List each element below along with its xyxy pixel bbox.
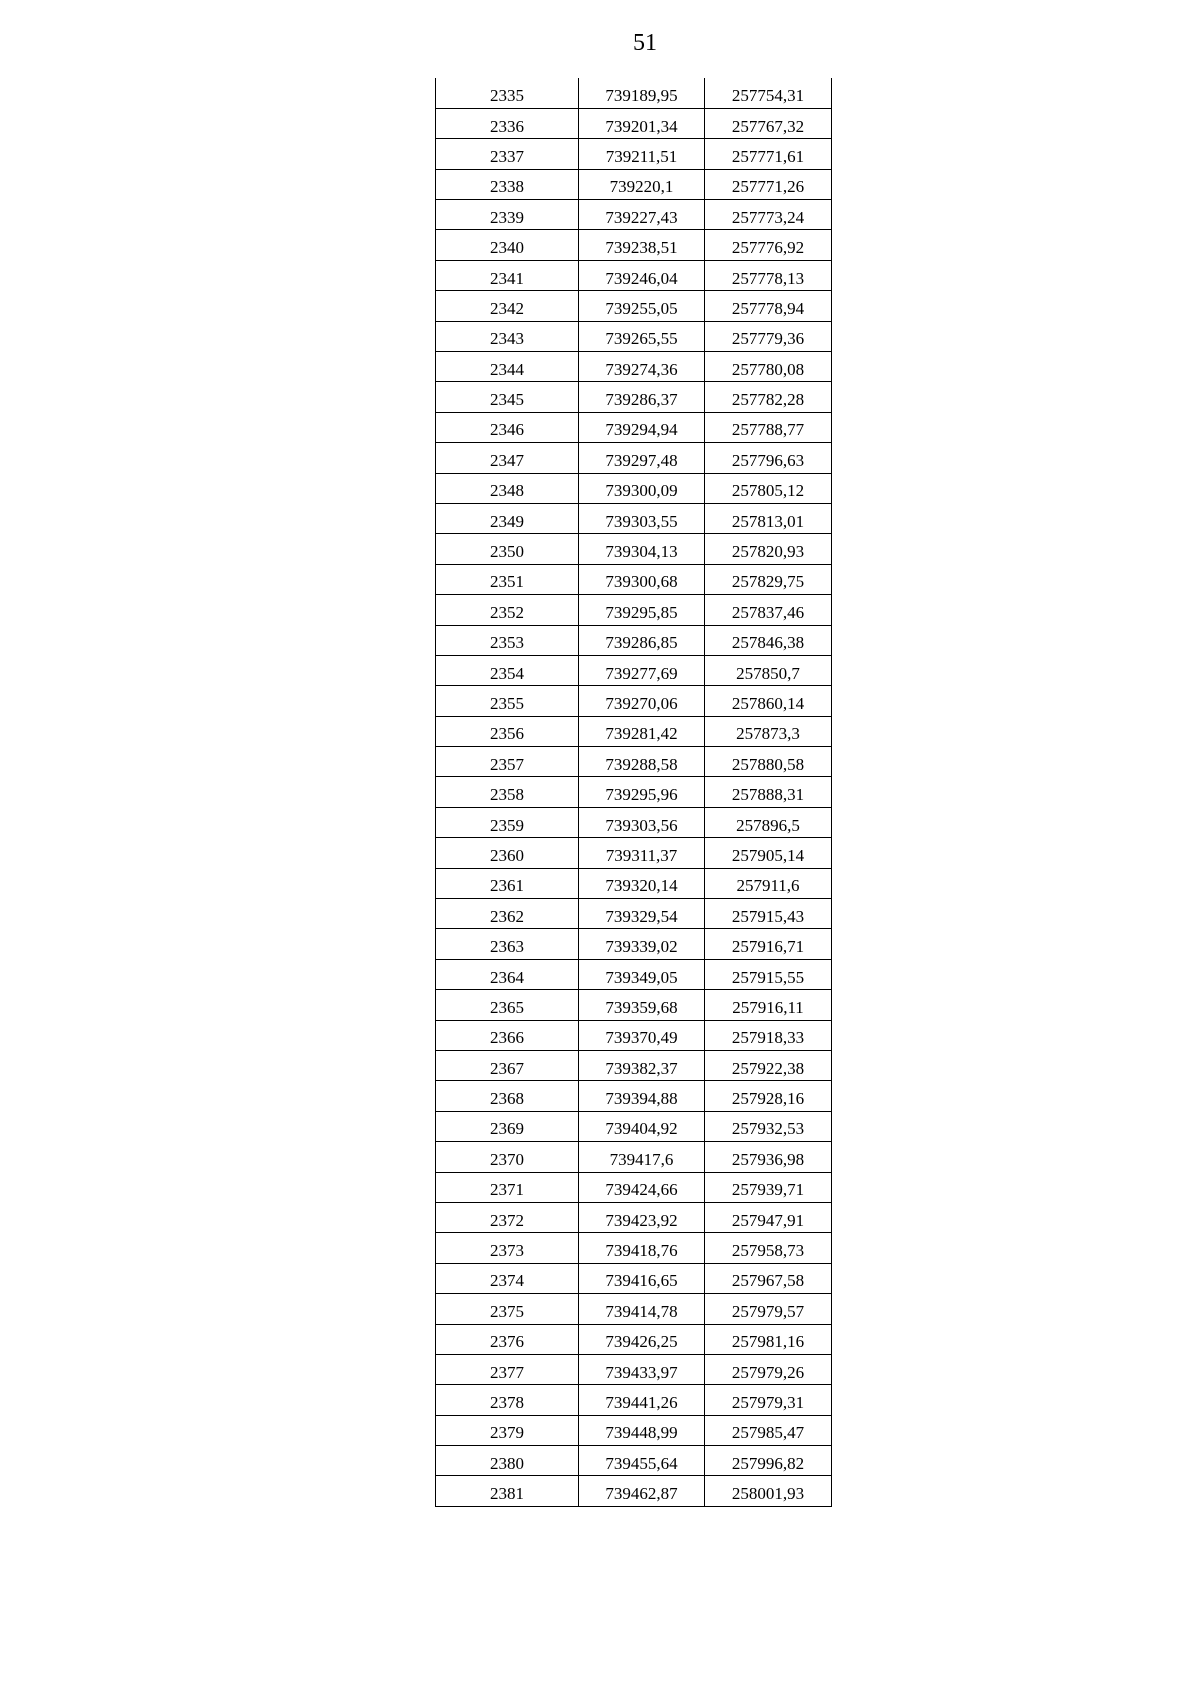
x-coordinate-cell: 739286,85 [579, 625, 705, 655]
x-coordinate-cell: 739416,65 [579, 1263, 705, 1293]
x-coordinate-cell: 739418,76 [579, 1233, 705, 1263]
table-row [436, 473, 832, 503]
y-coordinate-cell: 257981,16 [705, 1324, 832, 1354]
y-coordinate-cell: 257979,57 [705, 1294, 832, 1324]
point-number-cell: 2378 [436, 1385, 579, 1415]
x-coordinate-cell: 739370,49 [579, 1020, 705, 1050]
table-row [436, 777, 832, 807]
point-number-cell: 2355 [436, 686, 579, 716]
y-coordinate-cell: 257780,08 [705, 352, 832, 382]
y-coordinate-cell: 257916,11 [705, 990, 832, 1020]
y-coordinate-cell: 257873,3 [705, 716, 832, 746]
table-row [436, 1415, 832, 1445]
point-number-cell: 2346 [436, 412, 579, 442]
point-number-cell: 2374 [436, 1263, 579, 1293]
x-coordinate-cell: 739394,88 [579, 1081, 705, 1111]
table-row [436, 807, 832, 837]
x-coordinate-cell: 739255,05 [579, 291, 705, 321]
y-coordinate-cell: 257967,58 [705, 1263, 832, 1293]
y-coordinate-cell: 257805,12 [705, 473, 832, 503]
x-coordinate-cell: 739349,05 [579, 959, 705, 989]
point-number-cell: 2351 [436, 564, 579, 594]
y-coordinate-cell: 257773,24 [705, 200, 832, 230]
point-number-cell: 2344 [436, 352, 579, 382]
table-row [436, 1051, 832, 1081]
x-coordinate-cell: 739220,1 [579, 169, 705, 199]
x-coordinate-cell: 739462,87 [579, 1476, 705, 1506]
y-coordinate-cell: 257850,7 [705, 655, 832, 685]
point-number-cell: 2375 [436, 1294, 579, 1324]
x-coordinate-cell: 739300,09 [579, 473, 705, 503]
x-coordinate-cell: 739329,54 [579, 899, 705, 929]
point-number-cell: 2353 [436, 625, 579, 655]
y-coordinate-cell: 257776,92 [705, 230, 832, 260]
x-coordinate-cell: 739295,85 [579, 595, 705, 625]
point-number-cell: 2336 [436, 108, 579, 138]
y-coordinate-cell: 257932,53 [705, 1111, 832, 1141]
table-row [436, 1354, 832, 1384]
x-coordinate-cell: 739270,06 [579, 686, 705, 716]
y-coordinate-cell: 257915,43 [705, 899, 832, 929]
x-coordinate-cell: 739189,95 [579, 78, 705, 108]
point-number-cell: 2360 [436, 838, 579, 868]
x-coordinate-cell: 739455,64 [579, 1446, 705, 1476]
x-coordinate-cell: 739286,37 [579, 382, 705, 412]
point-number-cell: 2364 [436, 959, 579, 989]
point-number-cell: 2361 [436, 868, 579, 898]
table-row [436, 1385, 832, 1415]
y-coordinate-cell: 257771,26 [705, 169, 832, 199]
x-coordinate-cell: 739441,26 [579, 1385, 705, 1415]
point-number-cell: 2341 [436, 260, 579, 290]
x-coordinate-cell: 739311,37 [579, 838, 705, 868]
point-number-cell: 2357 [436, 747, 579, 777]
y-coordinate-cell: 257979,31 [705, 1385, 832, 1415]
x-coordinate-cell: 739211,51 [579, 139, 705, 169]
x-coordinate-cell: 739201,34 [579, 108, 705, 138]
point-number-cell: 2340 [436, 230, 579, 260]
y-coordinate-cell: 257896,5 [705, 807, 832, 837]
coordinates-table [435, 78, 832, 1507]
y-coordinate-cell: 257779,36 [705, 321, 832, 351]
table-row [436, 959, 832, 989]
table-row [436, 1202, 832, 1232]
point-number-cell: 2338 [436, 169, 579, 199]
point-number-cell: 2337 [436, 139, 579, 169]
point-number-cell: 2348 [436, 473, 579, 503]
y-coordinate-cell: 257928,16 [705, 1081, 832, 1111]
y-coordinate-cell: 257888,31 [705, 777, 832, 807]
table-row [436, 1172, 832, 1202]
y-coordinate-cell: 257947,91 [705, 1202, 832, 1232]
table-row [436, 747, 832, 777]
table-row [436, 443, 832, 473]
x-coordinate-cell: 739404,92 [579, 1111, 705, 1141]
point-number-cell: 2368 [436, 1081, 579, 1111]
point-number-cell: 2379 [436, 1415, 579, 1445]
x-coordinate-cell: 739277,69 [579, 655, 705, 685]
x-coordinate-cell: 739382,37 [579, 1051, 705, 1081]
point-number-cell: 2370 [436, 1142, 579, 1172]
table-row [436, 1476, 832, 1506]
point-number-cell: 2373 [436, 1233, 579, 1263]
table-row [436, 1294, 832, 1324]
point-number-cell: 2345 [436, 382, 579, 412]
table-row [436, 200, 832, 230]
table-row [436, 321, 832, 351]
table-row [436, 108, 832, 138]
point-number-cell: 2362 [436, 899, 579, 929]
table-row [436, 1324, 832, 1354]
y-coordinate-cell: 257985,47 [705, 1415, 832, 1445]
y-coordinate-cell: 257922,38 [705, 1051, 832, 1081]
table-row [436, 169, 832, 199]
x-coordinate-cell: 739426,25 [579, 1324, 705, 1354]
y-coordinate-cell: 257916,71 [705, 929, 832, 959]
y-coordinate-cell: 257788,77 [705, 412, 832, 442]
point-number-cell: 2339 [436, 200, 579, 230]
y-coordinate-cell: 257939,71 [705, 1172, 832, 1202]
table-row [436, 534, 832, 564]
point-number-cell: 2381 [436, 1476, 579, 1506]
point-number-cell: 2371 [436, 1172, 579, 1202]
y-coordinate-cell: 257979,26 [705, 1354, 832, 1384]
table-row [436, 1081, 832, 1111]
x-coordinate-cell: 739300,68 [579, 564, 705, 594]
table-row [436, 899, 832, 929]
table-body [436, 78, 832, 1506]
table-row [436, 716, 832, 746]
table-row [436, 1233, 832, 1263]
point-number-cell: 2380 [436, 1446, 579, 1476]
table-row [436, 838, 832, 868]
table-row [436, 625, 832, 655]
table-row [436, 929, 832, 959]
x-coordinate-cell: 739448,99 [579, 1415, 705, 1445]
table-row [436, 352, 832, 382]
y-coordinate-cell: 258001,93 [705, 1476, 832, 1506]
point-number-cell: 2366 [436, 1020, 579, 1050]
table-row [436, 990, 832, 1020]
y-coordinate-cell: 257936,98 [705, 1142, 832, 1172]
table-row [436, 1142, 832, 1172]
table-row [436, 503, 832, 533]
y-coordinate-cell: 257846,38 [705, 625, 832, 655]
y-coordinate-cell: 257905,14 [705, 838, 832, 868]
x-coordinate-cell: 739246,04 [579, 260, 705, 290]
table-row [436, 595, 832, 625]
point-number-cell: 2358 [436, 777, 579, 807]
x-coordinate-cell: 739274,36 [579, 352, 705, 382]
x-coordinate-cell: 739424,66 [579, 1172, 705, 1202]
y-coordinate-cell: 257820,93 [705, 534, 832, 564]
y-coordinate-cell: 257829,75 [705, 564, 832, 594]
x-coordinate-cell: 739417,6 [579, 1142, 705, 1172]
y-coordinate-cell: 257915,55 [705, 959, 832, 989]
x-coordinate-cell: 739303,55 [579, 503, 705, 533]
x-coordinate-cell: 739339,02 [579, 929, 705, 959]
table-row [436, 1111, 832, 1141]
point-number-cell: 2369 [436, 1111, 579, 1141]
table-row [436, 291, 832, 321]
x-coordinate-cell: 739303,56 [579, 807, 705, 837]
x-coordinate-cell: 739281,42 [579, 716, 705, 746]
y-coordinate-cell: 257778,13 [705, 260, 832, 290]
y-coordinate-cell: 257813,01 [705, 503, 832, 533]
point-number-cell: 2377 [436, 1354, 579, 1384]
x-coordinate-cell: 739359,68 [579, 990, 705, 1020]
point-number-cell: 2354 [436, 655, 579, 685]
y-coordinate-cell: 257958,73 [705, 1233, 832, 1263]
y-coordinate-cell: 257767,32 [705, 108, 832, 138]
table-row [436, 1020, 832, 1050]
point-number-cell: 2376 [436, 1324, 579, 1354]
point-number-cell: 2365 [436, 990, 579, 1020]
y-coordinate-cell: 257996,82 [705, 1446, 832, 1476]
point-number-cell: 2342 [436, 291, 579, 321]
x-coordinate-cell: 739297,48 [579, 443, 705, 473]
point-number-cell: 2335 [436, 78, 579, 108]
x-coordinate-cell: 739433,97 [579, 1354, 705, 1384]
point-number-cell: 2372 [436, 1202, 579, 1232]
table-row [436, 260, 832, 290]
point-number-cell: 2352 [436, 595, 579, 625]
x-coordinate-cell: 739295,96 [579, 777, 705, 807]
x-coordinate-cell: 739414,78 [579, 1294, 705, 1324]
table-row [436, 655, 832, 685]
table-row [436, 1446, 832, 1476]
y-coordinate-cell: 257918,33 [705, 1020, 832, 1050]
point-number-cell: 2367 [436, 1051, 579, 1081]
y-coordinate-cell: 257796,63 [705, 443, 832, 473]
x-coordinate-cell: 739227,43 [579, 200, 705, 230]
y-coordinate-cell: 257880,58 [705, 747, 832, 777]
table-row [436, 686, 832, 716]
y-coordinate-cell: 257754,31 [705, 78, 832, 108]
point-number-cell: 2349 [436, 503, 579, 533]
table-row [436, 230, 832, 260]
table-row [436, 564, 832, 594]
x-coordinate-cell: 739238,51 [579, 230, 705, 260]
point-number-cell: 2359 [436, 807, 579, 837]
x-coordinate-cell: 739294,94 [579, 412, 705, 442]
table-row [436, 382, 832, 412]
table-row [436, 78, 832, 108]
point-number-cell: 2350 [436, 534, 579, 564]
y-coordinate-cell: 257771,61 [705, 139, 832, 169]
x-coordinate-cell: 739320,14 [579, 868, 705, 898]
point-number-cell: 2343 [436, 321, 579, 351]
table-row [436, 139, 832, 169]
page-number: 51 [633, 30, 657, 56]
x-coordinate-cell: 739265,55 [579, 321, 705, 351]
table-row [436, 412, 832, 442]
x-coordinate-cell: 739423,92 [579, 1202, 705, 1232]
table-row [436, 1263, 832, 1293]
y-coordinate-cell: 257778,94 [705, 291, 832, 321]
y-coordinate-cell: 257860,14 [705, 686, 832, 716]
point-number-cell: 2356 [436, 716, 579, 746]
x-coordinate-cell: 739288,58 [579, 747, 705, 777]
y-coordinate-cell: 257782,28 [705, 382, 832, 412]
x-coordinate-cell: 739304,13 [579, 534, 705, 564]
y-coordinate-cell: 257911,6 [705, 868, 832, 898]
table-row [436, 868, 832, 898]
point-number-cell: 2347 [436, 443, 579, 473]
y-coordinate-cell: 257837,46 [705, 595, 832, 625]
point-number-cell: 2363 [436, 929, 579, 959]
